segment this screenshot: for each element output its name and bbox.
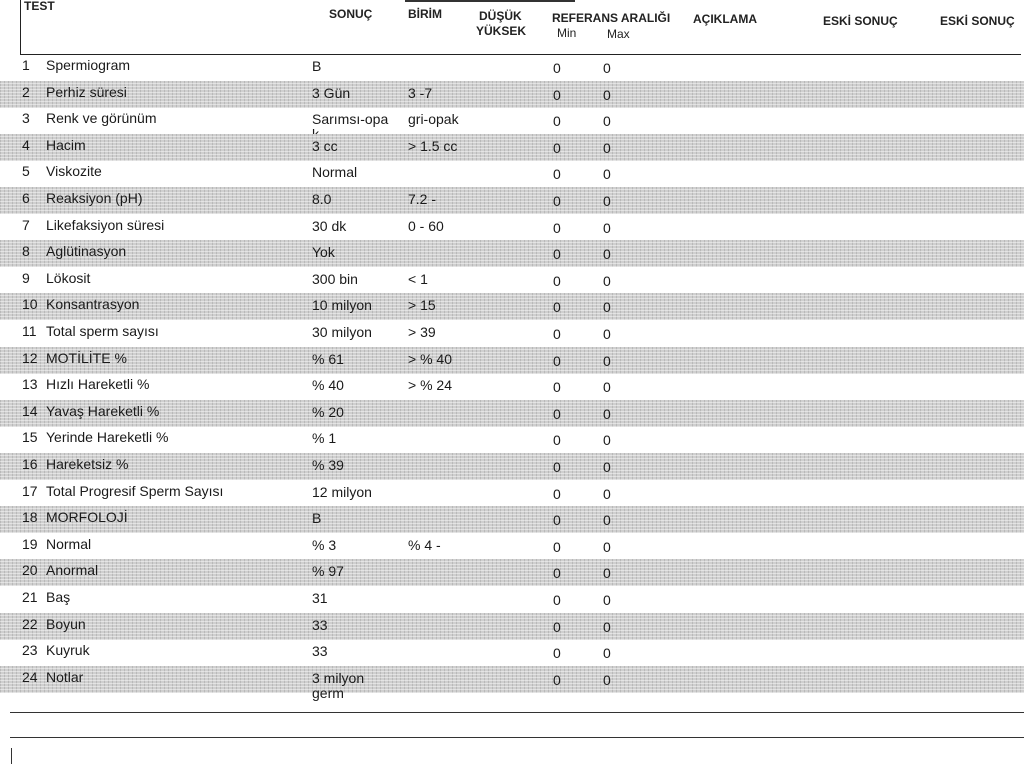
test-name — [22, 164, 102, 179]
table-row — [0, 453, 1024, 480]
unit-range: 3 -7 — [408, 84, 433, 101]
result-value: B — [312, 510, 322, 527]
header-result: SONUÇ — [329, 7, 373, 21]
unit-range: > 15 — [408, 297, 436, 314]
ref-min: 0 — [553, 432, 561, 449]
row-number: 23 — [22, 642, 38, 659]
ref-min: 0 — [553, 60, 561, 76]
table-row — [0, 373, 1024, 400]
test-name — [22, 643, 90, 658]
test-label: Normal — [46, 535, 92, 552]
result-value: 3 cc — [312, 137, 338, 154]
test-name — [22, 670, 83, 685]
test-label: Baş — [46, 589, 71, 605]
header-top-rule — [405, 0, 575, 2]
table-row — [0, 533, 1024, 560]
test-label: Renk ve görünüm — [46, 110, 157, 127]
row-number: 21 — [22, 589, 38, 605]
ref-max: 0 — [603, 405, 611, 422]
row-number: 14 — [22, 402, 38, 419]
ref-min: 0 — [553, 485, 561, 502]
test-label: Kuyruk — [46, 642, 90, 659]
table-row — [0, 639, 1024, 666]
test-label: Yerinde Hareketli % — [46, 429, 169, 446]
ref-min: 0 — [553, 246, 561, 263]
ref-min: 0 — [553, 352, 561, 369]
row-number: 7 — [22, 216, 30, 233]
ref-max: 0 — [603, 86, 611, 103]
table-row — [0, 666, 1024, 701]
ref-max: 0 — [603, 60, 611, 76]
test-name — [22, 430, 168, 445]
result-value: 10 milyon — [312, 297, 372, 314]
unit-range: > % 24 — [408, 377, 452, 394]
row-number: 17 — [22, 482, 38, 499]
test-label: Viskozite — [46, 163, 102, 180]
ref-max: 0 — [603, 246, 611, 263]
ref-max: 0 — [603, 299, 611, 316]
row-number: 3 — [22, 110, 30, 127]
result-value: % 20 — [312, 403, 344, 420]
ref-max: 0 — [603, 671, 611, 688]
row-number: 12 — [22, 349, 38, 366]
ref-min: 0 — [553, 379, 561, 396]
table-row — [0, 613, 1024, 640]
ref-min: 0 — [553, 86, 561, 103]
test-name — [22, 138, 86, 153]
result-value: 33 — [312, 616, 328, 633]
ref-min: 0 — [553, 272, 561, 289]
ref-min: 0 — [553, 565, 561, 582]
row-number: 18 — [22, 509, 38, 526]
test-name — [22, 377, 149, 392]
header-min: Min — [557, 26, 577, 40]
result-value: 30 milyon — [312, 324, 372, 340]
ref-max: 0 — [603, 565, 611, 582]
unit-range: % 4 - — [408, 536, 441, 553]
ref-min: 0 — [553, 139, 561, 156]
ref-max: 0 — [603, 485, 611, 502]
result-value: 8.0 — [312, 191, 332, 207]
row-number: 11 — [22, 323, 37, 339]
ref-max: 0 — [603, 618, 611, 635]
test-label: Yavaş Hareketli % — [46, 402, 160, 419]
table-row — [0, 187, 1024, 214]
test-name — [22, 271, 90, 286]
table-row — [0, 54, 1024, 81]
test-name — [22, 244, 126, 259]
ref-min: 0 — [553, 512, 561, 529]
test-label: Anormal — [46, 562, 99, 579]
ref-max: 0 — [603, 219, 611, 236]
ref-min: 0 — [553, 166, 561, 183]
unit-range: 0 - 60 — [408, 217, 444, 234]
table-row — [0, 559, 1024, 586]
test-name — [22, 457, 128, 472]
table-row — [0, 267, 1024, 294]
test-label: Hareketsiz % — [46, 456, 129, 472]
result-value: 300 bin — [312, 270, 358, 287]
row-number: 4 — [22, 136, 30, 153]
result-value: Yok — [312, 244, 335, 261]
result-value: 3 Gün — [312, 84, 351, 101]
ref-max: 0 — [603, 645, 611, 662]
ref-max: 0 — [603, 592, 611, 608]
result-value: % 3 — [312, 536, 337, 553]
margin-mark — [11, 748, 12, 764]
test-name — [22, 58, 130, 73]
result-value: Normal — [312, 164, 358, 181]
table-row — [0, 506, 1024, 533]
ref-max: 0 — [603, 166, 611, 183]
test-name — [22, 85, 127, 100]
ref-max: 0 — [603, 139, 611, 156]
test-name — [22, 404, 159, 419]
result-value: 12 milyon — [312, 483, 372, 500]
result-value: 3 milyon germ — [312, 669, 365, 701]
test-name — [22, 617, 86, 632]
result-value: % 97 — [312, 563, 344, 580]
test-name — [22, 537, 91, 552]
ref-max: 0 — [603, 193, 611, 209]
ref-max: 0 — [603, 326, 611, 342]
row-number: 6 — [22, 190, 30, 206]
ref-max: 0 — [603, 113, 611, 130]
test-label: Perhiz süresi — [46, 83, 127, 100]
header-max: Max — [607, 27, 630, 41]
table-row — [0, 160, 1024, 187]
test-name — [22, 191, 142, 206]
header-low: DÜŞÜK — [479, 9, 522, 23]
row-number: 22 — [22, 615, 38, 632]
test-label: Total sperm sayısı — [46, 323, 159, 339]
header-old-result-1: ESKİ SONUÇ — [823, 14, 898, 28]
row-number: 16 — [22, 456, 38, 472]
result-value: Sarımsı-opa — [312, 111, 389, 128]
test-label: Konsantrasyon — [46, 296, 140, 313]
ref-min: 0 — [553, 645, 561, 662]
unit-range: > % 40 — [408, 350, 452, 367]
result-value: B — [312, 58, 322, 74]
table-row — [0, 293, 1024, 320]
ref-min: 0 — [553, 618, 561, 635]
test-label: Aglütinasyon — [46, 243, 127, 260]
table-row — [0, 134, 1024, 161]
row-number: 19 — [22, 535, 38, 552]
header-reference-range: REFERANS ARALIĞI — [552, 11, 671, 25]
row-number: 9 — [22, 269, 30, 286]
test-name — [22, 111, 157, 126]
test-name — [22, 324, 159, 339]
ref-min: 0 — [553, 538, 561, 555]
table-row — [0, 214, 1024, 241]
test-label: Boyun — [46, 615, 86, 632]
row-number: 10 — [22, 296, 38, 313]
ref-min: 0 — [553, 459, 561, 475]
ref-min: 0 — [553, 299, 561, 316]
unit-range: > 1.5 cc — [408, 137, 458, 154]
ref-max: 0 — [603, 272, 611, 289]
table-row — [0, 107, 1024, 134]
ref-max: 0 — [603, 352, 611, 369]
result-value: % 40 — [312, 377, 344, 394]
header-unit: BİRİM — [408, 7, 442, 21]
row-number: 20 — [22, 562, 38, 579]
unit-range: 7.2 - — [408, 191, 437, 207]
bottom-rule — [10, 737, 1024, 738]
result-value: 33 — [312, 643, 328, 660]
result-value: 31 — [312, 590, 328, 606]
table-row — [0, 81, 1024, 108]
row-number: 13 — [22, 376, 38, 393]
row-number: 2 — [22, 83, 30, 100]
ref-max: 0 — [603, 379, 611, 396]
ref-min: 0 — [553, 193, 561, 209]
ref-min: 0 — [553, 671, 561, 688]
test-label: Lökosit — [46, 269, 91, 286]
table-row — [0, 586, 1024, 613]
ref-max: 0 — [603, 538, 611, 555]
test-name — [22, 218, 164, 233]
ref-min: 0 — [553, 326, 561, 342]
test-label: Hızlı Hareketli % — [46, 376, 150, 393]
header-high: YÜKSEK — [476, 24, 527, 38]
table-row — [0, 320, 1024, 347]
header-test: TEST — [24, 0, 55, 13]
table-row — [0, 240, 1024, 267]
test-label: Total Progresif Sperm Sayısı — [46, 482, 224, 499]
header-description: AÇIKLAMA — [693, 12, 757, 26]
unit-range: > 39 — [408, 324, 436, 340]
unit-range: < 1 — [408, 270, 428, 287]
table-row — [0, 426, 1024, 453]
ref-min: 0 — [553, 405, 561, 422]
table-row — [0, 400, 1024, 427]
table-row — [0, 347, 1024, 374]
table-row — [0, 480, 1024, 507]
ref-min: 0 — [553, 219, 561, 236]
row-number: 5 — [22, 163, 30, 180]
test-label: MORFOLOJİ — [46, 509, 128, 526]
result-value: 30 dk — [312, 217, 347, 234]
test-name — [22, 351, 127, 366]
header-old-result-2: ESKİ SONUÇ — [940, 14, 1015, 28]
result-value: % 61 — [312, 350, 344, 367]
test-name — [22, 590, 70, 605]
test-name — [22, 510, 128, 525]
test-label: MOTİLİTE % — [46, 349, 127, 366]
test-name — [22, 563, 98, 578]
test-label: Reaksiyon (pH) — [46, 190, 143, 206]
row-number: 8 — [22, 243, 30, 260]
ref-max: 0 — [603, 432, 611, 449]
test-name — [22, 484, 223, 499]
result-value: % 39 — [312, 457, 344, 473]
test-label: Spermiogram — [46, 57, 131, 73]
test-name — [22, 297, 139, 312]
result-value: % 1 — [312, 430, 337, 447]
test-label: Notlar — [46, 668, 84, 685]
bottom-rule — [10, 712, 1024, 713]
row-number: 24 — [22, 668, 38, 685]
test-label: Likefaksiyon süresi — [46, 216, 165, 233]
ref-max: 0 — [603, 459, 611, 475]
row-number: 15 — [22, 429, 38, 446]
ref-min: 0 — [553, 592, 561, 608]
test-label: Hacim — [46, 136, 86, 153]
unit-range: gri-opak — [408, 111, 459, 128]
row-number: 1 — [22, 57, 30, 73]
ref-max: 0 — [603, 512, 611, 529]
ref-min: 0 — [553, 113, 561, 130]
